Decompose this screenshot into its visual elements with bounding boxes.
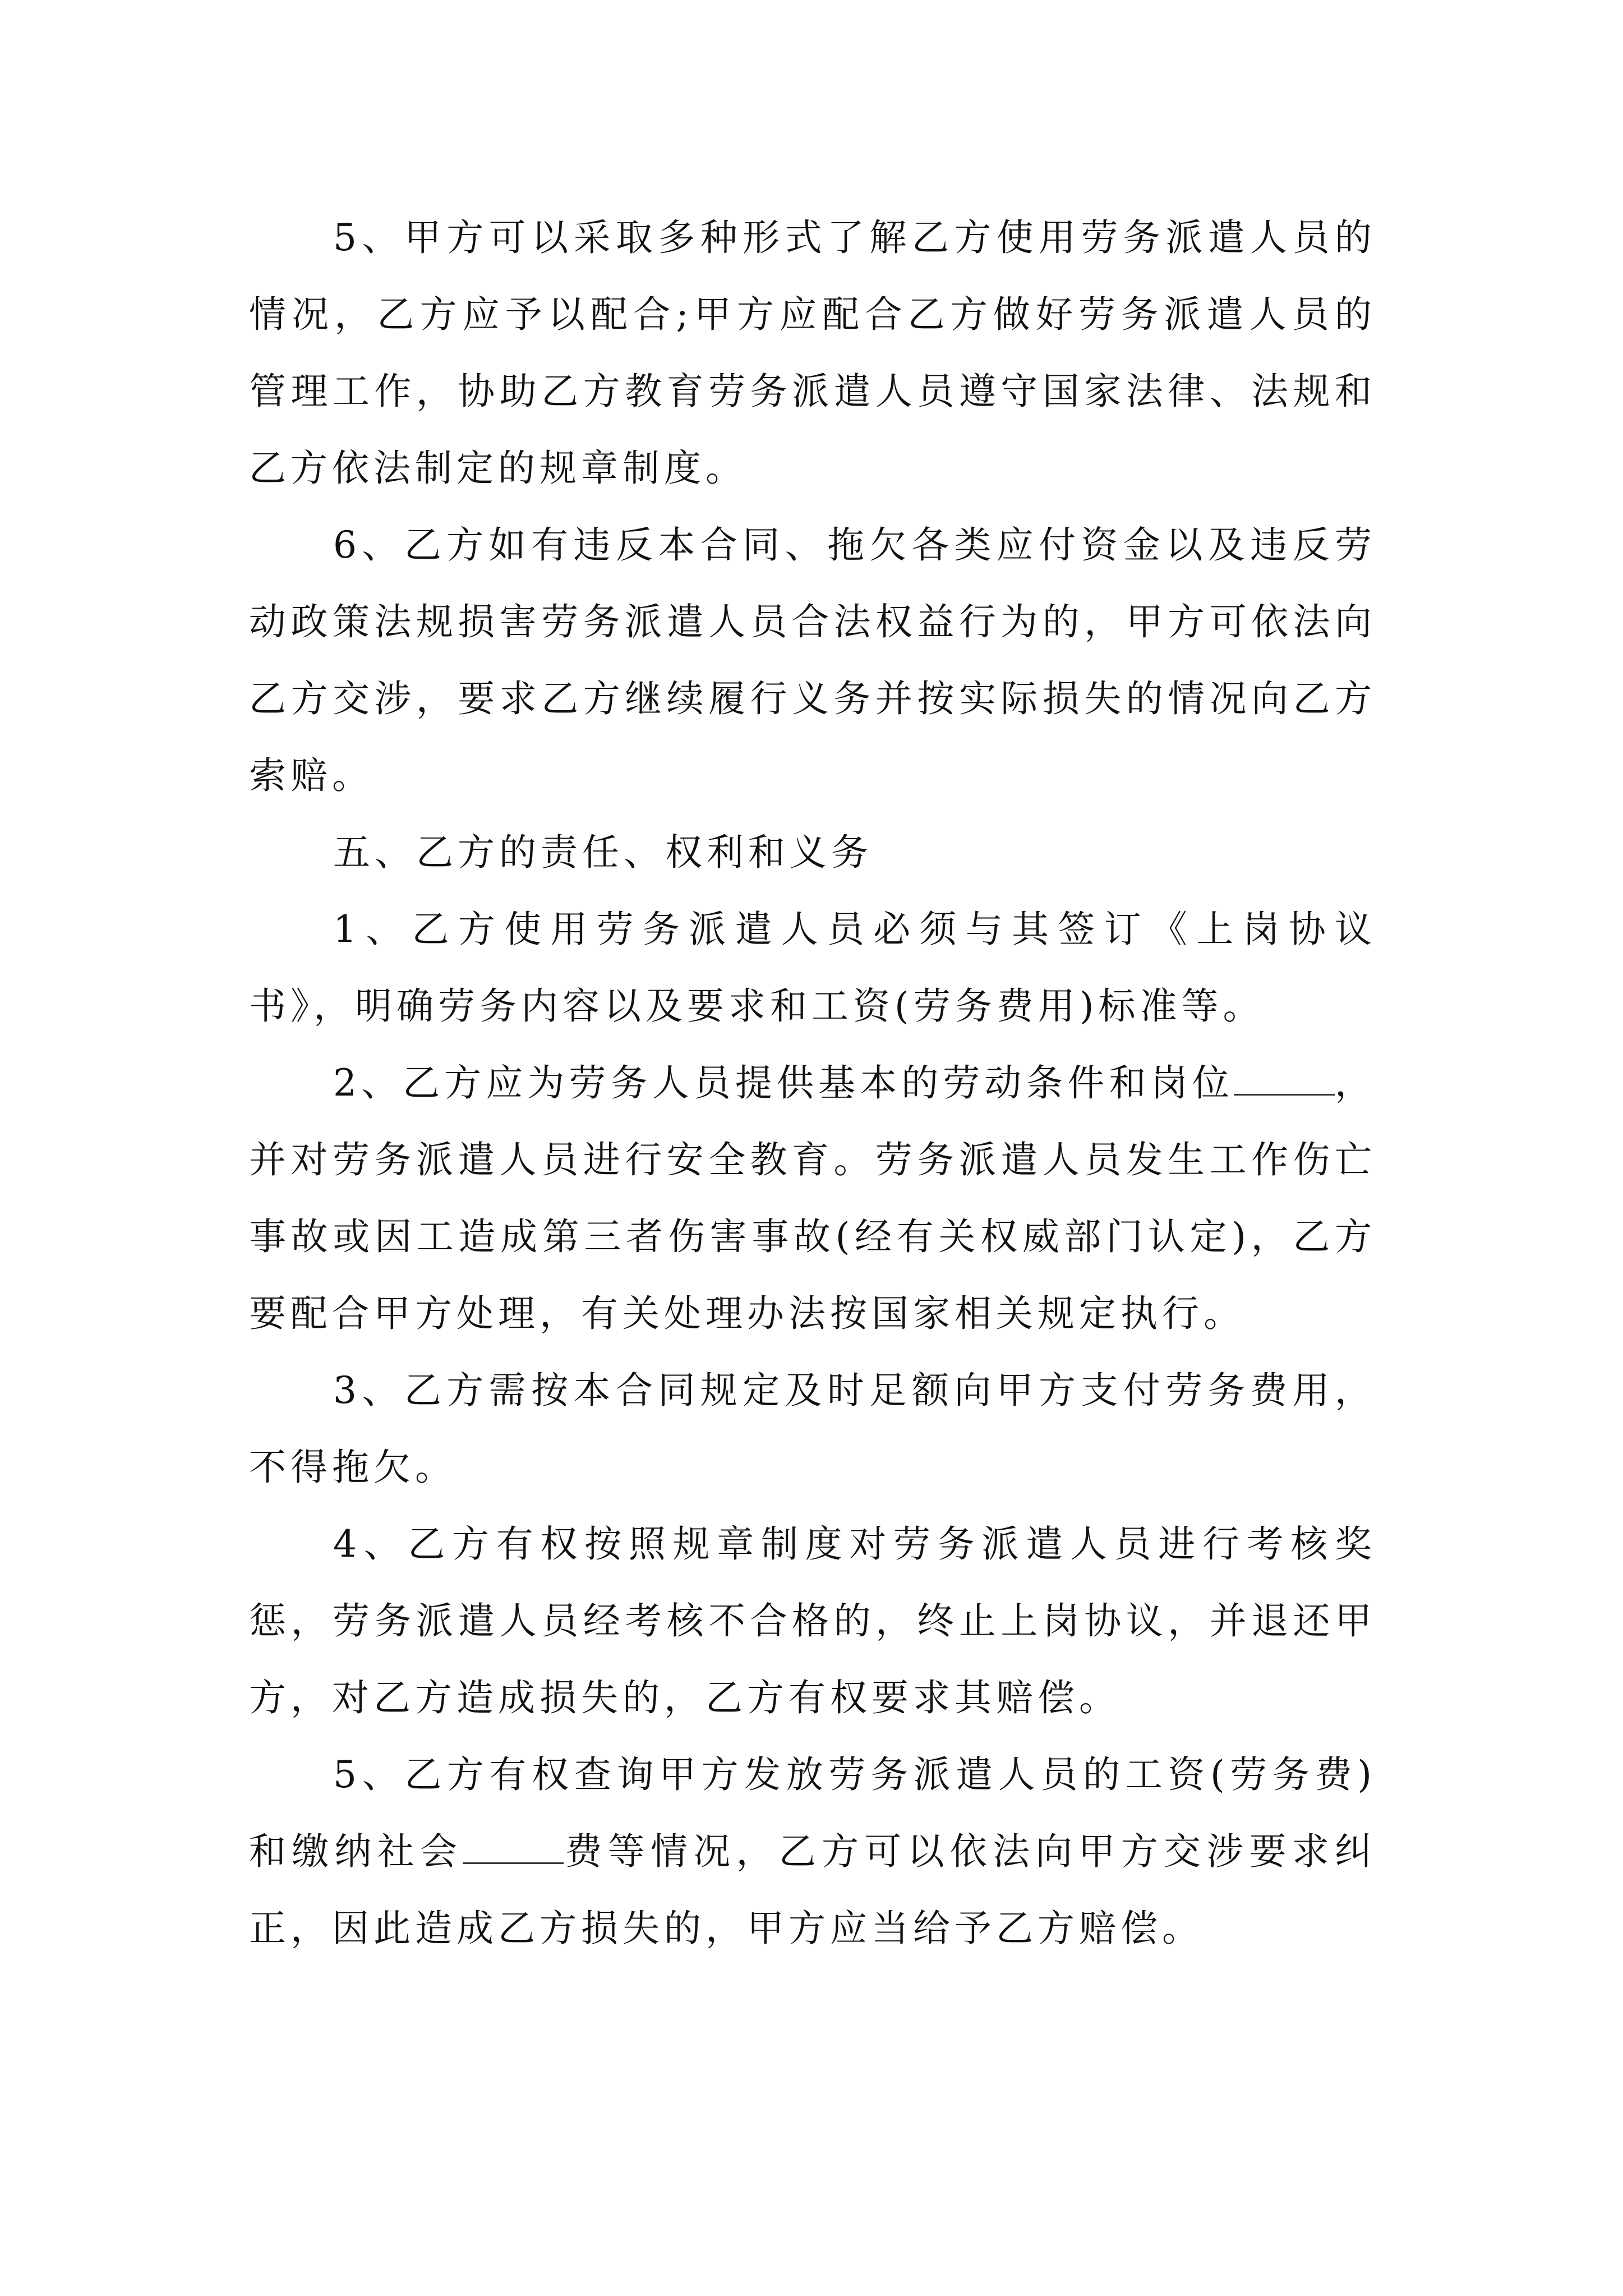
paragraph-party-b-clause-3: [249, 1352, 1376, 1506]
paragraph-text: ，并对劳务派遣人员进行安全教育。劳务派遣人员发生工作伤亡事故或因工造成第三者伤害事故(经有关权威部门认定)，乙方要配合甲方处理，有关处理办法按国家相关规定执行。: [249, 1061, 1376, 1335]
paragraph-text: 5、乙方有权查询甲方发放劳务派遣人员的工资(劳务费)和缴纳社会: [249, 1753, 1376, 1873]
section-title: 五、乙方的责任、权利和义务: [333, 831, 873, 874]
paragraph-party-b-clause-5: [249, 1736, 1376, 1967]
paragraph-party-b-clause-2: [249, 1045, 1376, 1352]
paragraph-party-b-clause-1: [249, 891, 1376, 1045]
paragraph-party-a-clause-5: [249, 199, 1376, 507]
paragraph-text: 2、乙方应为劳务人员提供基本的劳动条件和岗位: [333, 1061, 1234, 1105]
fill-in-blank: [1234, 1062, 1335, 1096]
paragraph-party-a-clause-6: [249, 507, 1376, 814]
document-body: [249, 199, 1376, 1967]
paragraph-text: 6、乙方如有违反本合同、拖欠各类应付资金以及违反劳动政策法规损害劳务派遣人员合法权益行为的，甲方可依法向乙方交涉，要求乙方继续履行义务并按实际损失的情况向乙方索赔。: [249, 523, 1376, 797]
paragraph-party-b-clause-4: [249, 1506, 1376, 1736]
paragraph-text: 4、乙方有权按照规章制度对劳务派遣人员进行考核奖惩，劳务派遣人员经考核不合格的，终止上岗协议，并退还甲方，对乙方造成损失的，乙方有权要求其赔偿。: [249, 1522, 1376, 1719]
paragraph-text: 费等情况，乙方可以依法向甲方交涉要求纠正，因此造成乙方损失的，甲方应当给予乙方赔偿。: [249, 1830, 1376, 1950]
section-heading: [249, 814, 1376, 891]
paragraph-text: 5、甲方可以采取多种形式了解乙方使用劳务派遣人员的情况，乙方应予以配合;甲方应配合乙方做好劳务派遣人员的管理工作，协助乙方教育劳务派遣人员遵守国家法律、法规和乙方依法制定的规章制度。: [249, 216, 1376, 490]
fill-in-blank: [463, 1831, 564, 1864]
paragraph-text: 3、乙方需按本合同规定及时足额向甲方支付劳务费用，不得拖欠。: [249, 1369, 1376, 1489]
paragraph-text: 1、乙方使用劳务派遣人员必须与其签订《上岗协议书》，明确劳务内容以及要求和工资(劳务费用)标准等。: [249, 908, 1376, 1028]
